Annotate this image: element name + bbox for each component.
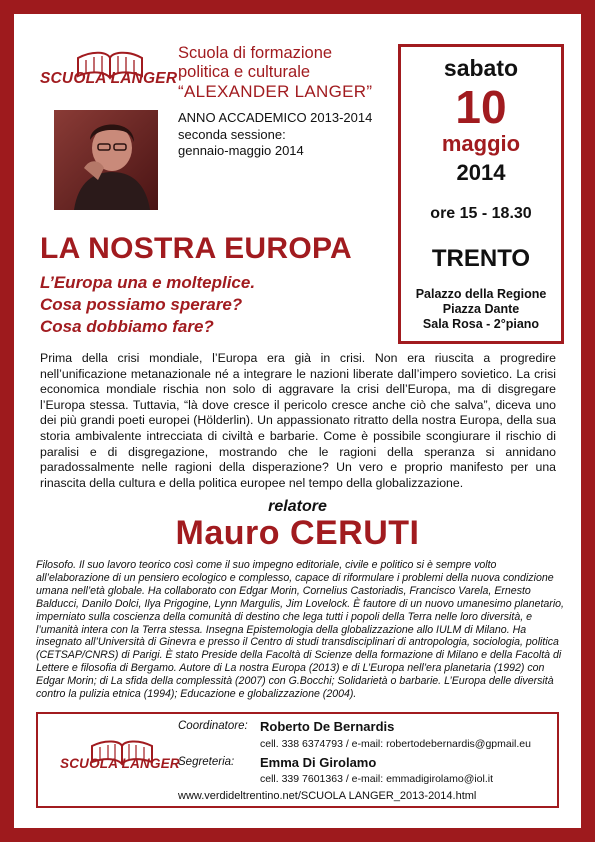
abstract-text: Prima della crisi mondiale, l’Europa era già in crisi. Non era riuscita a progredire nell’unificazione metanazionale né a integrare le nazioni liberate dall’impero sovietico. La crisi economica mondiale rischia non solo di aggravare la crisi dell’Europa, ma di disgregare l’Europa stessa. Tuttavia, “là dove cresce il pericolo cresce anche ciò che salva”, diceva uno dei più grandi poeti europei (Hölderlin). Un appassionato ritratto della nostra Europa, della sua storia ambivalente intrecciata di civiltà e barbarie. Come è possibile scongiurare il rischio di paralisi e di disgregazione, mostrando che le ragioni della speranza si annidano paradossalmente nelle ragioni della disperazione? Un vero e proprio manifesto per una rinascita della cultura e della politica europee nel tempo della globalizzazione.	[40, 351, 556, 490]
subtitle-line-3: Cosa dobbiamo fare?	[40, 317, 214, 336]
secretary-role: Segreteria:	[178, 756, 235, 768]
session-label: seconda sessione:	[178, 126, 286, 142]
event-venue	[401, 287, 561, 332]
subtitle-line-2: Cosa possiamo sperare?	[40, 295, 243, 314]
event-day: 10	[455, 81, 507, 133]
session-period: gennaio-maggio 2014	[178, 143, 304, 158]
school-line-1: Scuola di formazione	[178, 44, 333, 62]
coordinator-name: Roberto De Bernardis	[260, 719, 395, 734]
school-line-2: politica e culturale	[178, 63, 311, 81]
page-title: LA NOSTRA EUROPA	[40, 232, 353, 265]
speaker-label: relatore	[268, 498, 327, 515]
speaker-name: Mauro CERUTI	[175, 514, 420, 552]
coordinator-role: Coordinatore:	[178, 720, 248, 732]
event-time: ore 15 - 18.30	[430, 205, 532, 222]
academic-year: ANNO ACCADEMICO 2013-2014	[178, 110, 373, 125]
subtitle-line-1: L’Europa una e molteplice.	[40, 273, 256, 292]
event-date-box	[398, 44, 564, 344]
footer-logo-text: SCUOLA LANGER	[60, 756, 180, 771]
website-link[interactable]: www.verdideltrentino.net/SCUOLA LANGER_2013-2014.html	[178, 790, 477, 802]
subtitle	[40, 272, 255, 338]
contact-footer	[36, 712, 559, 808]
event-city: TRENTO	[431, 245, 531, 272]
coordinator-contact: cell. 338 6374793 / e-mail: robertodebernardis@gpmail.eu	[260, 738, 531, 750]
academic-info	[178, 110, 372, 160]
portrait-image	[54, 110, 158, 210]
speaker-bio: Filosofo. Il suo lavoro teorico così come il suo impegno editoriale, civile e politico si è sempre volto all’elaborazione di un pensiero ecologico e complesso, capace di riformulare i problemi della nuova condizione umana nell’età globale. Ha collaborato con Edgar Morin, Cornelius Castoriadis, Francisco Varela, Ernesto Balducci, Danilo Dolci, Ilya Prigogine, Lynn Margulis, Jim Lovelock. È fautore di un nuovo umanesimo planetario, imperniato sulla coscienza della comunità di destino che lega tutti i popoli della Terra nelle loro diversità, e l’umanità intera con la Terra stessa. Insegna Epistemologia della globalizzazione allo IULM di Milano. Ha insegnato all’Università di Ginevra e presso il Centro di studi transdisciplinari di antropologia, sociologia, politica (CETSAP/CNRS) di Parigi. È stato Preside della Facoltà di Scienze della formazione di Milano e della Facoltà di Lettere e filosofia di Bergamo. Autore di La nostra Europa (2013) e di L’Europa nell’era planetaria (1992) con Edgar Morin; di La sfida della complessità (2007) con G.Bocchi; Solidarietà o barbarie. L’Europa delle diversità contro la pulizia etnica (1994); Educazione e globalizzazione (2004).	[36, 559, 565, 701]
event-month: maggio	[441, 131, 521, 156]
school-line-3: “ALEXANDER LANGER”	[178, 82, 373, 101]
footer-logo	[56, 742, 196, 804]
speaker-portrait	[54, 110, 158, 210]
venue-line-1: Palazzo della Regione	[415, 287, 547, 301]
secretary-contact: cell. 339 7601363 / e-mail: emmadigirolamo@iol.it	[260, 773, 494, 785]
venue-line-2: Piazza Dante	[442, 302, 520, 316]
flyer-page	[14, 14, 581, 828]
event-weekday: sabato	[443, 55, 519, 81]
venue-line-3: Sala Rosa - 2°piano	[422, 317, 540, 331]
secretary-name: Emma Di Girolamo	[260, 755, 377, 770]
event-year: 2014	[456, 160, 506, 185]
school-title	[178, 44, 372, 101]
logo-text: SCUOLA LANGER	[40, 70, 178, 87]
school-logo	[38, 48, 178, 110]
